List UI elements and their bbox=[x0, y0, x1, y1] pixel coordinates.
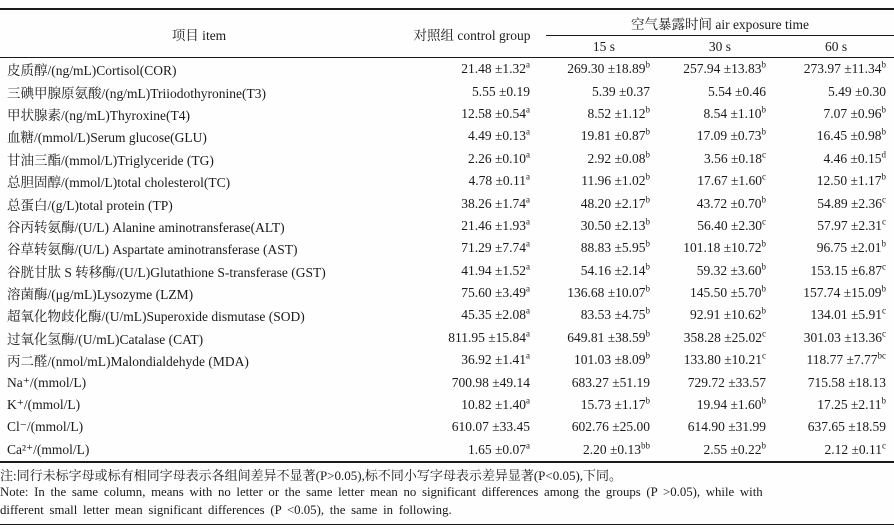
col-header-item: 项目 item bbox=[171, 27, 227, 43]
value-cell: 157.74 ±15.09$^b$ bbox=[803, 283, 887, 301]
table-row bbox=[0, 371, 894, 393]
significance-letter: b bbox=[761, 126, 766, 137]
col-header-30s: 30 s bbox=[708, 38, 732, 54]
item-label-cell: 总蛋白/(g/L)total protein (TP) bbox=[7, 197, 173, 213]
item-label-cell: Na⁺/(mmol/L) bbox=[7, 374, 87, 390]
col-header-15s: 15 s bbox=[592, 38, 616, 54]
item-label-cell: 谷丙转氨酶/(U/L) Alanine aminotransferase(ALT) bbox=[7, 219, 285, 235]
table-notes bbox=[0, 467, 894, 525]
item-label-cell: 总胆固醇/(mmol/L)total cholesterol(TC) bbox=[7, 175, 231, 191]
item-label-cell: 超氧化物歧化酶/(U/mL)Superoxide dismutase (SOD) bbox=[7, 309, 305, 325]
significance-letter: a bbox=[526, 283, 530, 294]
significance-letter: b bbox=[645, 171, 650, 182]
value-cell: 57.97 ±2.31$^c$ bbox=[817, 216, 887, 233]
item-label-cell: 甲状腺素/(ng/mL)Thyroxine(T4) bbox=[7, 107, 190, 123]
value-cell: 358.28 ±25.02$^c$ bbox=[683, 328, 766, 345]
significance-letter: b bbox=[645, 104, 650, 115]
value-cell: 257.94 ±13.83$^b$ bbox=[683, 59, 766, 77]
significance-letter: a bbox=[526, 171, 530, 182]
significance-letter: a bbox=[526, 126, 530, 137]
value-cell: 683.27 ±51.19 bbox=[571, 374, 650, 390]
significance-letter: b bbox=[881, 395, 887, 406]
table-row bbox=[0, 349, 894, 371]
value-cell: 12.50 ±1.17$^b$ bbox=[816, 171, 887, 189]
value-cell: 1.65 ±0.07$^a$ bbox=[467, 440, 530, 457]
significance-letter: a bbox=[526, 305, 530, 316]
significance-letter: c bbox=[762, 350, 766, 361]
value-cell: 3.56 ±0.18$^c$ bbox=[703, 149, 766, 166]
significance-letter: a bbox=[526, 104, 530, 115]
significance-letter: b bbox=[761, 238, 766, 249]
value-cell: 5.49 ±0.30 bbox=[827, 83, 887, 99]
value-cell: 2.26 ±0.10$^a$ bbox=[467, 149, 530, 166]
value-cell: 83.53 ±4.75$^b$ bbox=[580, 305, 650, 323]
value-cell: 811.95 ±15.84$^a$ bbox=[448, 328, 530, 345]
value-cell: 729.72 ±33.57 bbox=[687, 374, 766, 390]
value-cell: 134.01 ±5.91$^c$ bbox=[810, 305, 887, 323]
value-cell: 41.94 ±1.52$^a$ bbox=[461, 261, 530, 278]
value-cell: 700.98 ±49.14 bbox=[451, 374, 530, 390]
value-cell: 602.76 ±25.00 bbox=[571, 419, 650, 435]
value-cell: 21.48 ±1.32$^a$ bbox=[461, 59, 530, 77]
value-cell: 2.20 ±0.13$^{bb}$ bbox=[582, 440, 650, 457]
col-header-60s: 60 s bbox=[824, 38, 848, 54]
value-cell: 2.12 ±0.11$^c$ bbox=[824, 440, 887, 457]
note-english-line2: different small letter mean significant differences (P <0.05), the same in following. bbox=[0, 502, 452, 517]
item-label-cell: Ca²⁺/(mmol/L) bbox=[7, 441, 90, 457]
significance-letter: a bbox=[526, 395, 530, 406]
value-cell: 101.03 ±8.09$^b$ bbox=[573, 350, 650, 368]
value-cell: 56.40 ±2.30$^c$ bbox=[697, 216, 766, 233]
item-label-cell: 溶菌酶/(μg/mL)Lysozyme (LZM) bbox=[7, 287, 194, 303]
significance-letter: c bbox=[762, 216, 766, 227]
note-chinese: 注:同行未标字母或标有相同字母表示各组间差异不显著(P>0.05),标不同小写字母表示差异显著(P<0.05),下同。 bbox=[0, 468, 623, 484]
results-table bbox=[0, 8, 894, 463]
col-header-air-exposure-time: 空气暴露时间 air exposure time bbox=[546, 9, 894, 36]
significance-letter: c bbox=[882, 216, 887, 227]
item-label-cell: K⁺/(mmol/L) bbox=[7, 397, 81, 413]
table-row bbox=[0, 416, 894, 438]
table-header bbox=[0, 9, 894, 58]
significance-letter: b bbox=[645, 350, 650, 361]
significance-letter: b bbox=[881, 283, 887, 294]
significance-letter: c bbox=[882, 328, 887, 339]
item-label-cell: 丙二醛/(nmol/mL)Malondialdehyde (MDA) bbox=[7, 354, 249, 370]
significance-letter: bb bbox=[641, 440, 650, 451]
value-cell: 145.50 ±5.70$^b$ bbox=[689, 283, 766, 301]
value-cell: 96.75 ±2.01$^b$ bbox=[816, 238, 887, 256]
value-cell: 36.92 ±1.41$^a$ bbox=[461, 350, 530, 368]
value-cell: 17.25 ±2.11$^b$ bbox=[817, 395, 887, 413]
value-cell: 17.67 ±1.60$^c$ bbox=[697, 171, 766, 189]
value-cell: 71.29 ±7.74$^a$ bbox=[461, 238, 530, 256]
significance-letter: c bbox=[882, 305, 887, 316]
significance-letter: b bbox=[881, 104, 887, 115]
value-cell: 21.46 ±1.93$^a$ bbox=[461, 216, 530, 233]
value-cell: 16.45 ±0.98$^b$ bbox=[816, 126, 887, 144]
value-cell: 5.54 ±0.46 bbox=[707, 83, 766, 99]
value-cell: 54.16 ±2.14$^b$ bbox=[580, 261, 650, 278]
table-row bbox=[0, 282, 894, 304]
significance-letter: b bbox=[645, 328, 650, 339]
table-row bbox=[0, 237, 894, 259]
item-label-cell: 甘油三酯/(mmol/L)Triglyceride (TG) bbox=[7, 152, 214, 168]
item-label-cell: Cl⁻/(mmol/L) bbox=[7, 419, 84, 435]
value-cell: 12.58 ±0.54$^a$ bbox=[461, 104, 530, 121]
table-row bbox=[0, 260, 894, 282]
significance-letter: b bbox=[761, 261, 766, 272]
value-cell: 273.97 ±11.34$^b$ bbox=[803, 59, 887, 77]
significance-letter: b bbox=[761, 283, 766, 294]
value-cell: 2.92 ±0.08$^b$ bbox=[587, 149, 650, 166]
value-cell: 19.81 ±0.87$^b$ bbox=[580, 126, 650, 144]
value-cell: 8.54 ±1.10$^b$ bbox=[703, 104, 766, 121]
value-cell: 133.80 ±10.21$^c$ bbox=[683, 350, 766, 368]
value-cell: 43.72 ±0.70$^b$ bbox=[696, 194, 766, 211]
value-cell: 101.18 ±10.72$^b$ bbox=[683, 238, 766, 256]
value-cell: 15.73 ±1.17$^b$ bbox=[580, 395, 650, 413]
significance-letter: b bbox=[645, 238, 650, 249]
significance-letter: b bbox=[761, 395, 766, 406]
value-cell: 11.96 ±1.02$^b$ bbox=[581, 171, 650, 189]
value-cell: 5.55 ±0.19 bbox=[471, 83, 530, 99]
table-row bbox=[0, 215, 894, 237]
value-cell: 48.20 ±2.17$^b$ bbox=[580, 194, 650, 211]
value-cell: 649.81 ±38.59$^b$ bbox=[567, 328, 650, 345]
item-label-cell: 皮质醇/(ng/mL)Cortisol(COR) bbox=[7, 63, 177, 79]
significance-letter: a bbox=[526, 216, 530, 227]
significance-letter: d bbox=[881, 149, 887, 160]
significance-letter: bc bbox=[877, 350, 887, 361]
table-row bbox=[0, 58, 894, 81]
significance-letter: a bbox=[526, 328, 530, 339]
value-cell: 153.15 ±6.87$^c$ bbox=[810, 261, 887, 278]
significance-letter: b bbox=[645, 194, 650, 205]
table-row bbox=[0, 170, 894, 192]
value-cell: 92.91 ±10.62$^b$ bbox=[689, 305, 766, 323]
value-cell: 45.35 ±2.08$^a$ bbox=[461, 305, 530, 323]
significance-letter: b bbox=[645, 149, 650, 160]
significance-letter: b bbox=[881, 171, 887, 182]
item-label-cell: 谷草转氨酶/(U/L) Aspartate aminotransferase (AST) bbox=[7, 242, 298, 258]
value-cell: 75.60 ±3.49$^a$ bbox=[461, 283, 530, 301]
significance-letter: b bbox=[761, 440, 766, 451]
significance-letter: b bbox=[881, 238, 887, 249]
value-cell: 19.94 ±1.60$^b$ bbox=[696, 395, 766, 413]
value-cell: 269.30 ±18.89$^b$ bbox=[567, 59, 650, 77]
value-cell: 118.77 ±7.77$^{bc}$ bbox=[806, 350, 887, 368]
item-label-cell: 三碘甲腺原氨酸/(ng/mL)Triiodothyronine(T3) bbox=[7, 85, 266, 101]
significance-letter: b bbox=[881, 126, 887, 137]
item-label-cell: 血糖/(mmol/L)Serum glucose(GLU) bbox=[7, 130, 207, 146]
significance-letter: a bbox=[526, 238, 530, 249]
significance-letter: c bbox=[762, 171, 766, 182]
significance-letter: b bbox=[761, 59, 766, 70]
significance-letter: b bbox=[761, 194, 766, 205]
significance-letter: c bbox=[762, 149, 766, 160]
value-cell: 301.03 ±13.36$^c$ bbox=[803, 328, 887, 345]
value-cell: 2.55 ±0.22$^b$ bbox=[703, 440, 766, 457]
table-row bbox=[0, 192, 894, 214]
table-row bbox=[0, 80, 894, 102]
significance-letter: b bbox=[645, 216, 650, 227]
significance-letter: b bbox=[645, 395, 650, 406]
significance-letter: c bbox=[882, 440, 887, 451]
value-cell: 88.83 ±5.95$^b$ bbox=[580, 238, 650, 256]
item-label-cell: 谷胱甘肽 S 转移酶/(U/L)Glutathione S-transferase (GST) bbox=[7, 264, 326, 280]
table-body bbox=[0, 58, 894, 463]
value-cell: 30.50 ±2.13$^b$ bbox=[580, 216, 650, 233]
value-cell: 54.89 ±2.36$^c$ bbox=[817, 194, 887, 211]
value-cell: 4.78 ±0.11$^a$ bbox=[468, 171, 530, 189]
note-english-line1: Note: In the same column, means with no letter or the same letter mean no significant differences among the groups (P >0.05), while with bbox=[0, 485, 763, 500]
col-header-control-group: 对照组 control group bbox=[413, 27, 531, 43]
significance-letter: c bbox=[762, 328, 766, 339]
significance-letter: b bbox=[645, 59, 650, 70]
significance-letter: c bbox=[882, 261, 887, 272]
significance-letter: b bbox=[645, 126, 650, 137]
value-cell: 4.46 ±0.15$^d$ bbox=[823, 149, 887, 166]
significance-letter: a bbox=[526, 149, 530, 160]
value-cell: 614.90 ±31.99 bbox=[687, 419, 766, 435]
table-row bbox=[0, 439, 894, 462]
table-row bbox=[0, 304, 894, 326]
significance-letter: a bbox=[526, 194, 530, 205]
header-row-top bbox=[0, 9, 894, 36]
value-cell: 4.49 ±0.13$^a$ bbox=[467, 126, 530, 144]
significance-letter: a bbox=[526, 350, 530, 361]
table-row bbox=[0, 125, 894, 147]
item-label-cell: 过氧化氢酶/(U/mL)Catalase (CAT) bbox=[7, 331, 204, 347]
value-cell: 136.68 ±10.07$^b$ bbox=[567, 283, 650, 301]
table-row bbox=[0, 327, 894, 349]
significance-letter: b bbox=[645, 261, 650, 272]
value-cell: 10.82 ±1.40$^a$ bbox=[461, 395, 530, 413]
value-cell: 637.65 ±18.59 bbox=[807, 419, 887, 435]
value-cell: 17.09 ±0.73$^b$ bbox=[696, 126, 766, 144]
significance-letter: a bbox=[526, 440, 530, 451]
table-row bbox=[0, 148, 894, 170]
value-cell: 715.58 ±18.13 bbox=[807, 374, 887, 390]
table-row bbox=[0, 103, 894, 125]
significance-letter: b bbox=[761, 104, 766, 115]
significance-letter: a bbox=[526, 59, 530, 70]
value-cell: 610.07 ±33.45 bbox=[451, 419, 530, 435]
significance-letter: b bbox=[645, 283, 650, 294]
significance-letter: b bbox=[761, 305, 766, 316]
significance-letter: a bbox=[526, 261, 530, 272]
value-cell: 7.07 ±0.96$^b$ bbox=[823, 104, 887, 121]
value-cell: 8.52 ±1.12$^b$ bbox=[587, 104, 650, 121]
significance-letter: b bbox=[881, 59, 887, 70]
value-cell: 38.26 ±1.74$^a$ bbox=[461, 194, 530, 211]
significance-letter: c bbox=[882, 194, 887, 205]
table-row bbox=[0, 394, 894, 416]
significance-letter: b bbox=[645, 305, 650, 316]
value-cell: 5.39 ±0.37 bbox=[591, 83, 650, 99]
value-cell: 59.32 ±3.60$^b$ bbox=[696, 261, 766, 278]
